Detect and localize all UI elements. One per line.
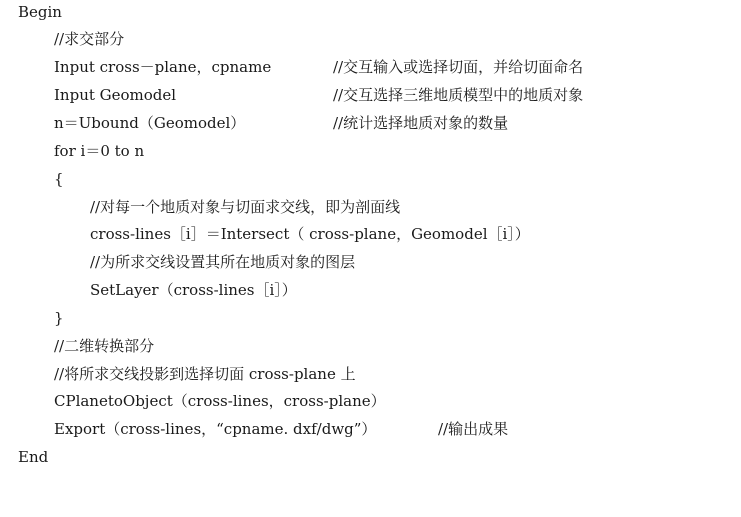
code-line-setlayer [0,278,297,302]
code-line-intersect [0,222,530,246]
code-text: //将所求交线投影到选择切面 cross-plane 上 [54,365,356,383]
code-line-open-brace [0,167,64,191]
code-text: cross-lines［i］＝Intersect（ cross-plane，Geomodel［i］） [90,225,530,243]
code-text: Input Geomodel [54,86,177,104]
code-line-layer-comment [0,250,356,274]
code-line-intersect-comment [0,195,401,219]
code-comment: //统计选择地质对象的数量 [333,114,509,132]
code-text: Begin [18,3,62,21]
code-line-begin [0,0,62,24]
code-text: //对每一个地质对象与切面求交线，即为剖面线 [90,198,401,216]
code-text: //为所求交线设置其所在地质对象的图层 [90,253,356,271]
code-text: Export（cross-lines，“cpname. dxf/dwg”） [54,420,377,438]
code-line-export [0,417,509,441]
code-text: } [54,309,64,327]
code-line-input-plane [0,55,584,79]
code-text: n＝Ubound（Geomodel） [54,114,246,132]
code-text: CPlanetoObject（cross-lines，cross-plane） [54,392,386,410]
code-line-input-geomodel [0,83,584,107]
code-line-project-comment [0,362,356,386]
code-line-section-comment [0,27,125,51]
code-text: //二维转换部分 [54,337,155,355]
code-line-close-brace [0,306,64,330]
code-comment: //交互选择三维地质模型中的地质对象 [333,86,584,104]
code-text: End [18,448,49,466]
code-text: { [54,170,64,188]
code-comment: //输出成果 [438,420,509,438]
code-text: //求交部分 [54,30,125,48]
code-line-ubound [0,111,509,135]
code-line-for [0,139,145,163]
code-text: for i＝0 to n [54,142,145,160]
code-comment: //交互输入或选择切面，并给切面命名 [333,58,584,76]
code-line-end [0,445,49,469]
code-line-2d-section-comment [0,334,155,358]
code-text: Input cross－plane，cpname [54,58,272,76]
code-text: SetLayer（cross-lines［i］） [90,281,297,299]
code-line-cplanetoobject [0,389,386,413]
